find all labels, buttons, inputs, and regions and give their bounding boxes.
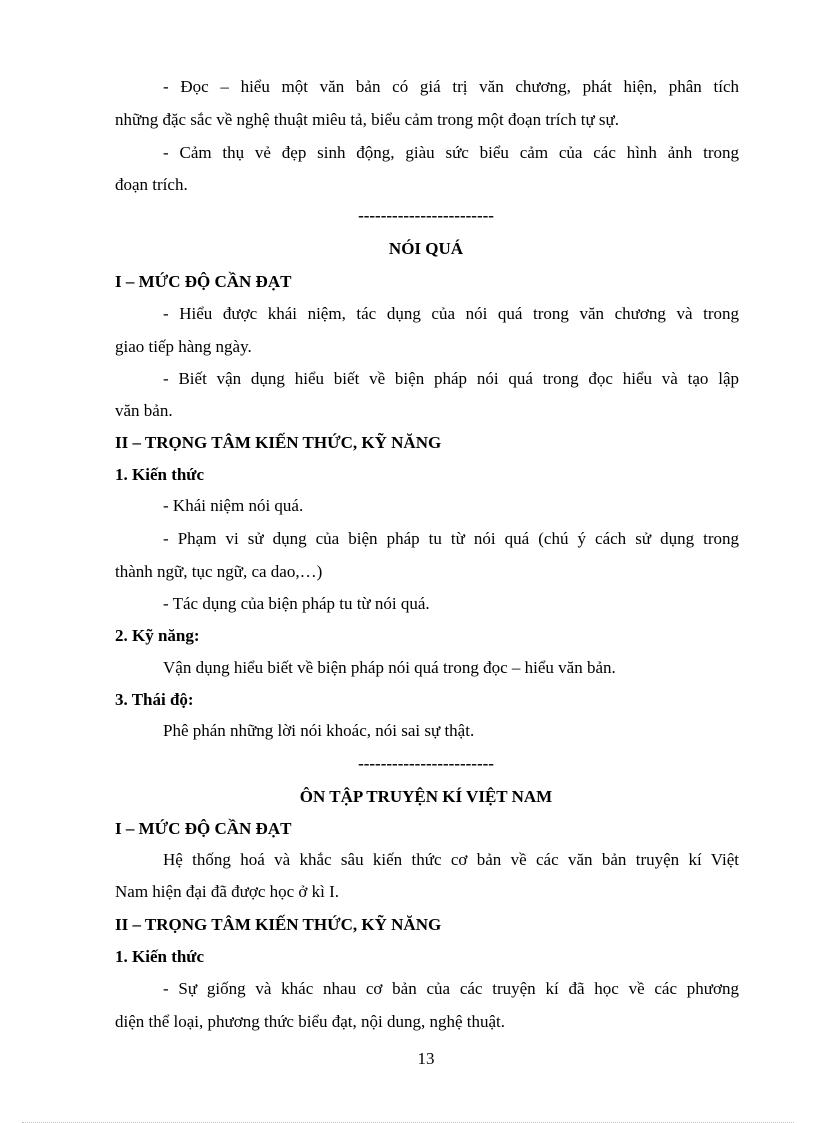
heading-muc-do-1: I – MỨC ĐỘ CẦN ĐẠT (115, 272, 292, 291)
noiqua-p1-line1: - Hiểu được khái niệm, tác dụng của nói quá trong văn chương và trong (163, 304, 739, 323)
intro-p2-line1: - Cảm thụ vẻ đẹp sinh động, giàu sức biểu cảm của các hình ảnh trong (163, 143, 739, 162)
noiqua-p1-line2: giao tiếp hàng ngày. (115, 337, 252, 356)
page-number: 13 (417, 1049, 435, 1068)
ontap-p1-line2: Nam hiện đại đã được học ở kì I. (115, 882, 340, 901)
intro-p1-line2: những đặc sắc về nghệ thuật miêu tả, biểu cảm trong một đoạn trích tự sự. (115, 110, 619, 129)
ontap-k1-line1: - Sự giống và khác nhau cơ bản của các truyện kí đã học về các phương (163, 979, 739, 998)
noiqua-k1: - Khái niệm nói quá. (163, 496, 304, 515)
separator-1: ------------------------ (358, 206, 494, 225)
section-title-noi-qua: NÓI QUÁ (388, 239, 464, 258)
subheading-ky-nang: 2. Kỹ năng: (115, 626, 200, 645)
subheading-kien-thuc-1: 1. Kiến thức (115, 465, 205, 484)
noiqua-t1: Phê phán những lời nói khoác, nói sai sự thật. (163, 721, 475, 740)
separator-2: ------------------------ (358, 754, 494, 773)
section-title-on-tap: ÔN TẬP TRUYỆN KÍ VIỆT NAM (299, 787, 553, 806)
intro-p2-line2: đoạn trích. (115, 175, 188, 194)
noiqua-p2-line2: văn bản. (115, 401, 173, 420)
noiqua-p2-line1: - Biết vận dụng hiểu biết về biện pháp nói quá trong đọc hiểu và tạo lập (163, 369, 739, 388)
heading-trong-tam-1: II – TRỌNG TÂM KIẾN THỨC, KỸ NĂNG (115, 433, 442, 452)
noiqua-k3: - Tác dụng của biện pháp tu từ nói quá. (163, 594, 430, 613)
noiqua-k2-line1: - Phạm vi sử dụng của biện pháp tu từ nói quá (chú ý cách sử dụng trong (163, 529, 739, 548)
ontap-k1-line2: diện thể loại, phương thức biểu đạt, nội dung, nghệ thuật. (115, 1012, 506, 1031)
noiqua-k2-line2: thành ngữ, tục ngữ, ca dao,…) (115, 562, 323, 581)
subheading-thai-do: 3. Thái độ: (115, 690, 194, 709)
subheading-kien-thuc-2: 1. Kiến thức (115, 947, 205, 966)
heading-muc-do-2: I – MỨC ĐỘ CẦN ĐẠT (115, 819, 292, 838)
heading-trong-tam-2: II – TRỌNG TÂM KIẾN THỨC, KỸ NĂNG (115, 915, 442, 934)
ontap-p1-line1: Hệ thống hoá và khắc sâu kiến thức cơ bản về các văn bản truyện kí Việt (163, 850, 739, 869)
intro-p1-line1: - Đọc – hiểu một văn bản có giá trị văn chương, phát hiện, phân tích (163, 77, 739, 96)
noiqua-s1: Vận dụng hiểu biết về biện pháp nói quá trong đọc – hiểu văn bản. (163, 658, 616, 677)
